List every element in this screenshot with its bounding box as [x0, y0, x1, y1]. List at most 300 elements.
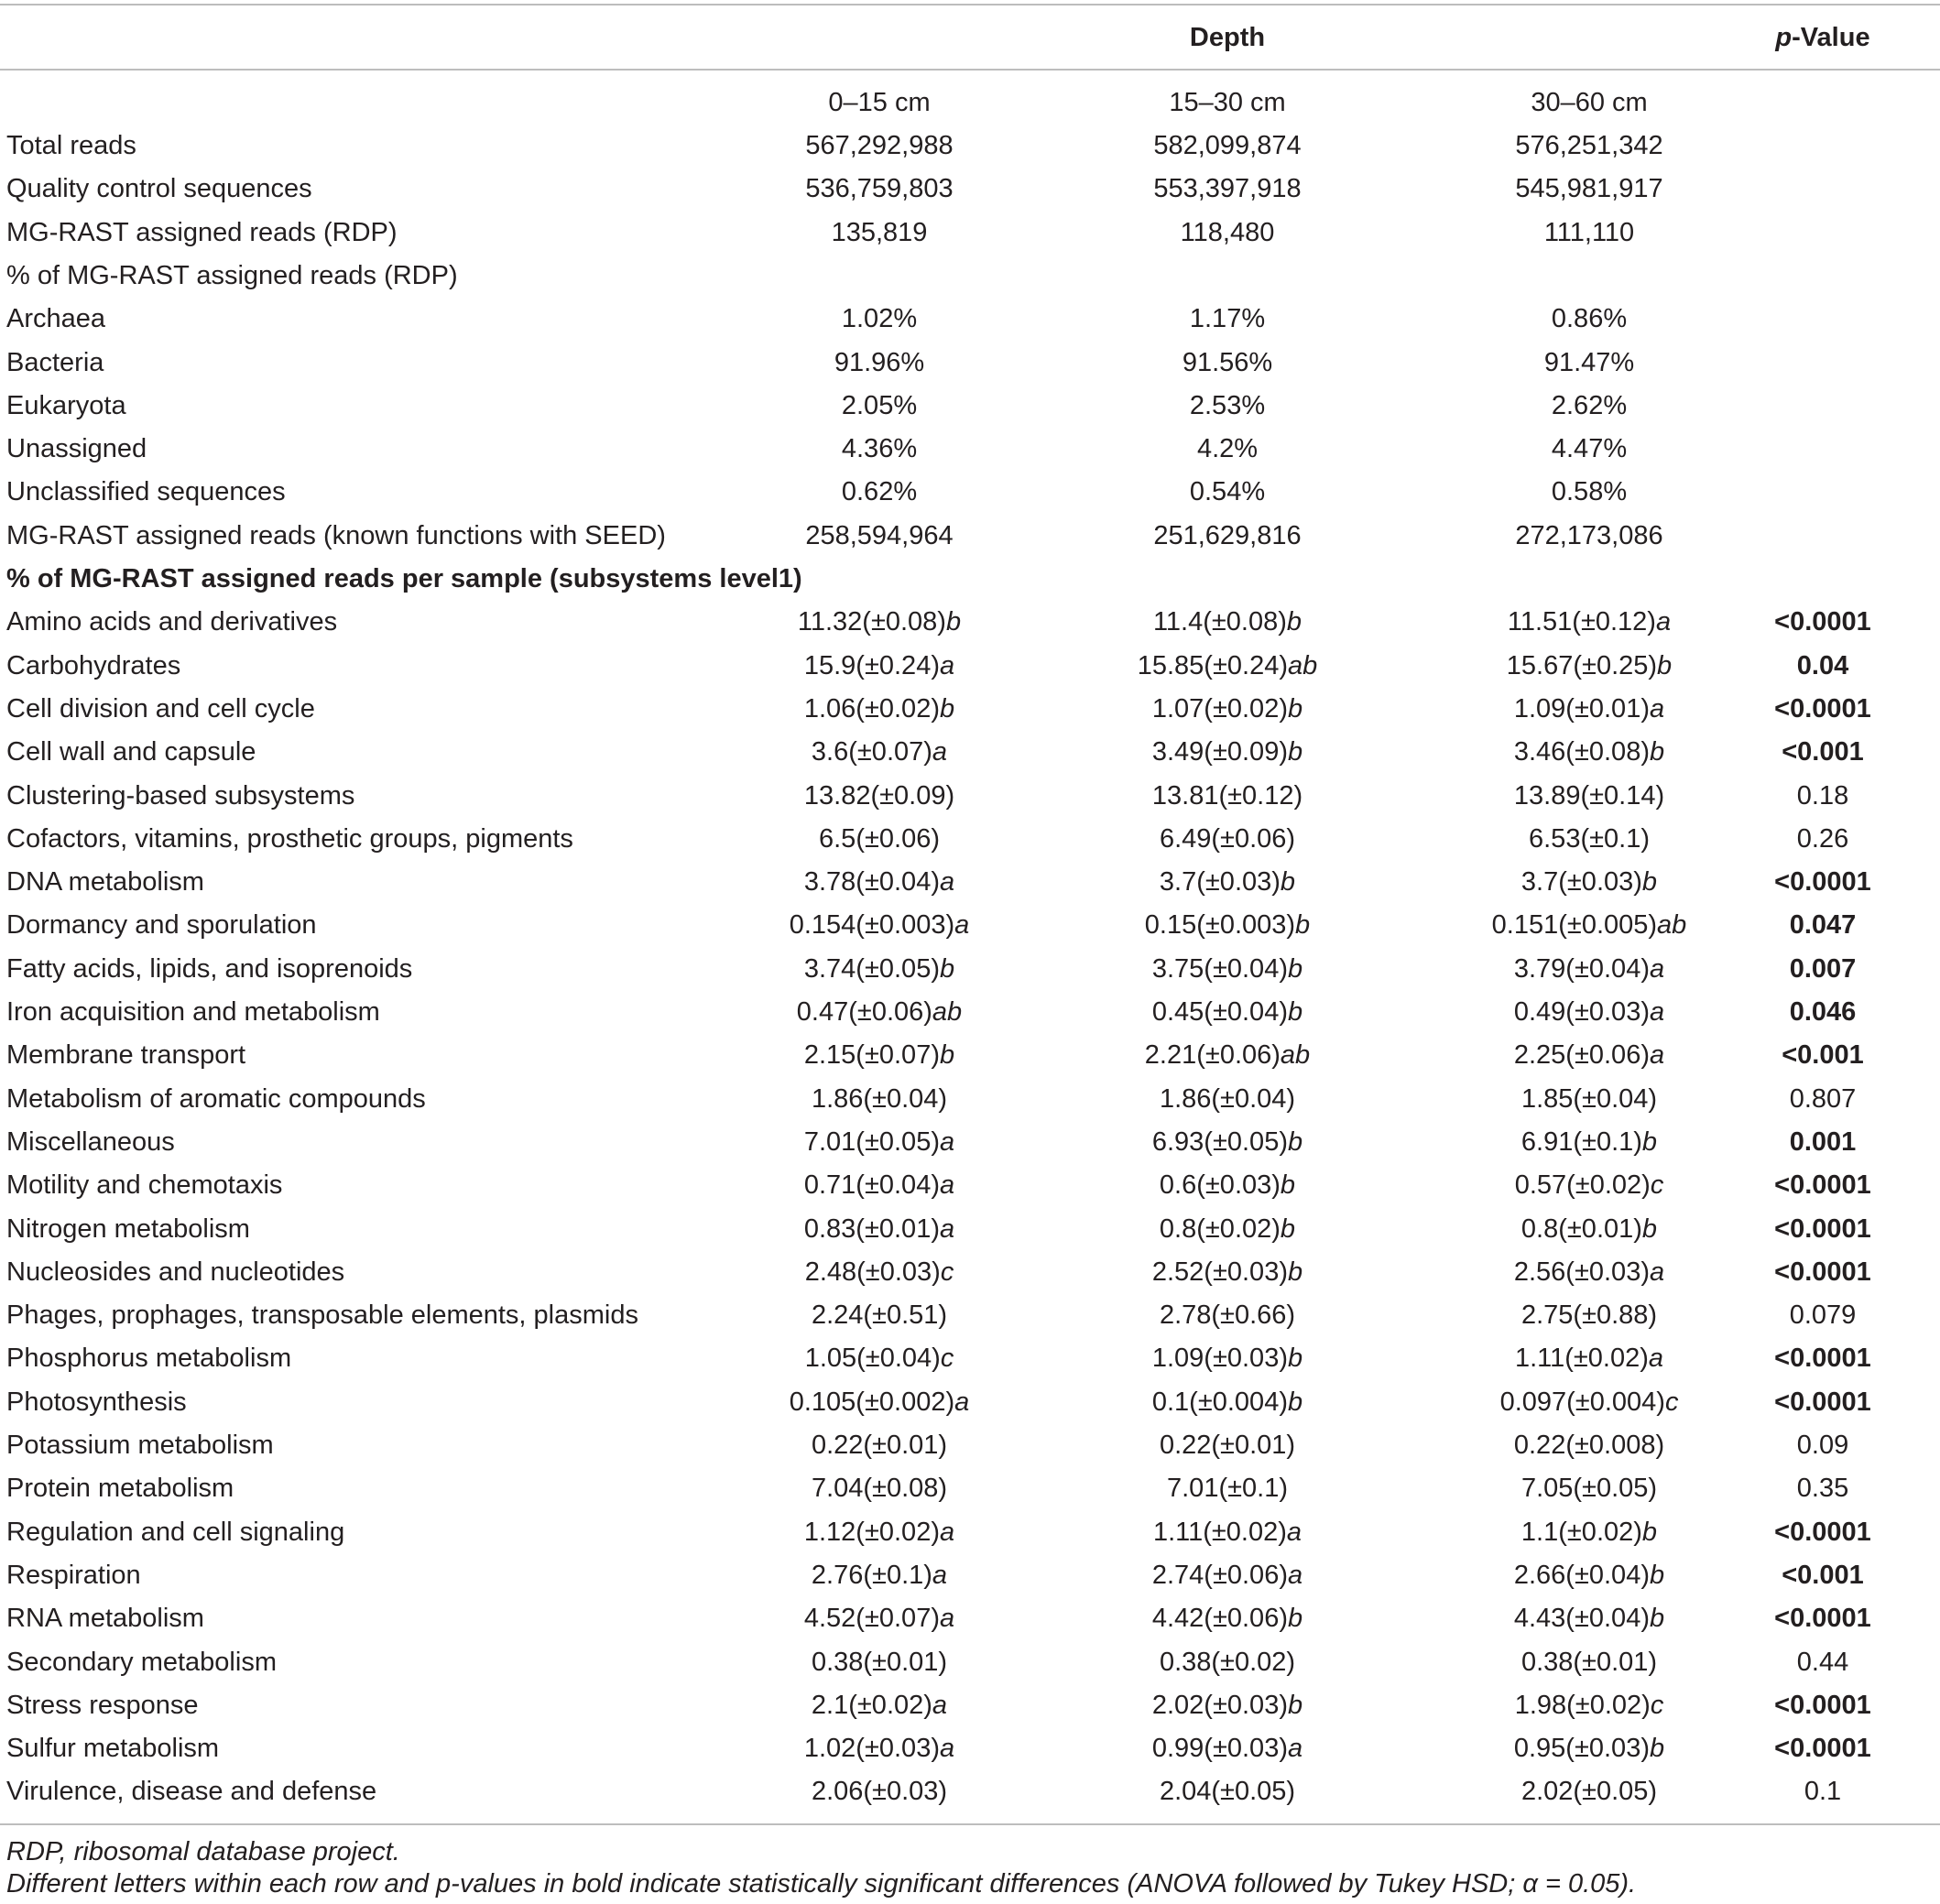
mean-sd: 0.154(±0.003): [789, 910, 955, 941]
row-value: [1081, 1473, 1374, 1504]
row-value: [1081, 996, 1374, 1028]
row-value: [1081, 1343, 1374, 1374]
row-value: [1443, 1213, 1736, 1245]
significance-letter: a: [932, 1560, 948, 1590]
row-value: [1443, 1560, 1736, 1591]
row-value: [1443, 866, 1736, 898]
mean-sd: 0.097(±0.004): [1499, 1387, 1665, 1417]
mean-sd: 4.43(±0.04): [1513, 1604, 1650, 1634]
mean-sd: 0.105(±0.002): [789, 1387, 955, 1417]
significance-letter: b: [1287, 953, 1303, 984]
mean-sd: 2.1(±0.02): [811, 1690, 932, 1720]
row-value: [1081, 1300, 1374, 1331]
mean-sd: 2.04(±0.05): [1159, 1777, 1296, 1807]
mean-sd: 0.22(±0.008): [1513, 1431, 1665, 1460]
row-label: Clustering-based subsystems: [6, 780, 355, 811]
row-value: [1081, 1603, 1374, 1634]
row-value: [733, 693, 1026, 724]
mean-sd: 13.82(±0.09): [803, 780, 955, 811]
p-value: <0.0001: [1774, 1517, 1871, 1547]
significance-letter: b: [1641, 1213, 1658, 1244]
mean-sd: 2.75(±0.88): [1520, 1300, 1658, 1331]
row-label: Unclassified sequences: [6, 477, 286, 507]
p-value: 0.26: [1796, 823, 1849, 854]
row-label: Total reads: [6, 131, 136, 160]
mean-sd: 2.06(±0.03): [811, 1777, 948, 1807]
mean-sd: 3.79(±0.04): [1513, 953, 1650, 984]
p-value: <0.0001: [1774, 1344, 1871, 1374]
row-value: [1443, 606, 1736, 637]
row-label: Sulfur metabolism: [6, 1734, 220, 1764]
mean-sd: 2.02(±0.05): [1520, 1777, 1658, 1807]
significance-letter: a: [954, 910, 970, 941]
significance-letter: b: [1286, 607, 1302, 637]
row-label: DNA metabolism: [6, 867, 204, 898]
row-value: [733, 1560, 1026, 1591]
row-value: [733, 1603, 1026, 1634]
p-value: <0.0001: [1774, 1604, 1871, 1634]
significance-letter: b: [1280, 1170, 1296, 1201]
significance-letter: b: [1287, 997, 1303, 1027]
row-label: Unassigned: [6, 434, 147, 464]
row-value: 2.05%: [841, 390, 918, 420]
row-value: [733, 650, 1026, 681]
row-value: [1081, 1430, 1374, 1461]
mean-sd: 1.07(±0.02): [1151, 693, 1288, 724]
row-value: [733, 1733, 1026, 1764]
section-heading: % of MG-RAST assigned reads per sample (subsystems level1): [6, 564, 802, 593]
row-value: [1443, 780, 1736, 811]
significance-letter: b: [939, 953, 955, 984]
row-label: Respiration: [6, 1560, 141, 1590]
row-label: Phosphorus metabolism: [6, 1344, 292, 1374]
row-label: Stress response: [6, 1690, 199, 1720]
row-value: [1081, 1517, 1374, 1548]
row-value: [733, 1170, 1026, 1201]
p-value: 0.1: [1804, 1777, 1842, 1807]
significance-letter: b: [1649, 1604, 1665, 1634]
row-label: Metabolism of aromatic compounds: [6, 1083, 426, 1114]
row-value: [1443, 1170, 1736, 1201]
row-value: [1443, 1039, 1736, 1071]
significance-letter: b: [939, 1040, 955, 1071]
mean-sd: 0.71(±0.04): [803, 1170, 940, 1201]
row-value: [1443, 650, 1736, 681]
row-value: 567,292,988: [805, 131, 954, 160]
row-label: Cofactors, vitamins, prosthetic groups, pigments: [6, 823, 573, 854]
significance-letter: b: [1295, 910, 1311, 941]
mean-sd: 2.24(±0.51): [811, 1300, 948, 1331]
row-value: [1081, 1647, 1374, 1678]
mean-sd: 1.98(±0.02): [1514, 1690, 1651, 1720]
row-value: [1443, 1690, 1736, 1721]
row-value: [1443, 736, 1736, 767]
significance-letter: c: [940, 1257, 954, 1287]
significance-letter: a: [1655, 607, 1672, 637]
significance-letter: b: [1287, 737, 1303, 767]
mean-sd: 0.49(±0.03): [1513, 997, 1650, 1027]
significance-letter: a: [939, 1517, 955, 1547]
row-value: [1081, 650, 1374, 681]
row-label: Virulence, disease and defense: [6, 1777, 377, 1807]
mean-sd: 2.02(±0.03): [1151, 1690, 1288, 1720]
row-label: Regulation and cell signaling: [6, 1517, 345, 1547]
row-value: [733, 1343, 1026, 1374]
significance-letter: a: [954, 1387, 970, 1417]
row-value: [733, 1776, 1026, 1807]
row-value: [733, 780, 1026, 811]
mean-sd: 2.52(±0.03): [1151, 1257, 1288, 1287]
significance-letter: b: [1649, 737, 1665, 767]
row-label: Iron acquisition and metabolism: [6, 997, 380, 1027]
significance-letter: a: [939, 1126, 955, 1157]
p-value: <0.0001: [1774, 1257, 1871, 1287]
mean-sd: 1.05(±0.04): [804, 1344, 941, 1374]
row-value: [733, 1517, 1026, 1548]
p-value: 0.079: [1789, 1300, 1857, 1331]
mean-sd: 15.67(±0.25): [1506, 650, 1658, 680]
row-value: 2.62%: [1551, 390, 1628, 420]
row-label: Eukaryota: [6, 390, 126, 420]
significance-letter: c: [940, 1344, 954, 1374]
mean-sd: 2.76(±0.1): [811, 1560, 932, 1590]
significance-letter: b: [1287, 1126, 1303, 1157]
row-value: [1081, 1039, 1374, 1071]
significance-letter: b: [1287, 1387, 1303, 1417]
row-value: [1081, 736, 1374, 767]
row-value: [1443, 1126, 1736, 1158]
significance-letter: a: [1286, 1517, 1302, 1547]
row-value: 272,173,086: [1515, 520, 1663, 550]
row-label: Amino acids and derivatives: [6, 607, 338, 637]
mean-sd: 7.04(±0.08): [811, 1474, 948, 1504]
row-value: 251,629,816: [1153, 520, 1302, 550]
row-value: [1443, 1733, 1736, 1764]
p-value: 0.046: [1789, 997, 1857, 1027]
significance-letter: b: [1287, 1257, 1303, 1287]
significance-letter: b: [1280, 1213, 1296, 1244]
p-value: 0.047: [1789, 910, 1857, 941]
significance-letter: a: [932, 1690, 948, 1720]
row-value: [1081, 780, 1374, 811]
mean-sd: 7.05(±0.05): [1520, 1474, 1658, 1504]
significance-letter: b: [1641, 867, 1658, 898]
mean-sd: 11.51(±0.12): [1507, 607, 1656, 637]
mean-sd: 7.01(±0.05): [803, 1126, 940, 1157]
mean-sd: 2.66(±0.04): [1513, 1560, 1650, 1590]
p-value: 0.18: [1796, 780, 1849, 811]
mean-sd: 0.83(±0.01): [803, 1213, 940, 1244]
significance-letter: c: [1664, 1387, 1679, 1417]
mean-sd: 0.22(±0.01): [1159, 1431, 1296, 1460]
p-value: <0.0001: [1774, 693, 1871, 724]
mean-sd: 1.1(±0.02): [1520, 1517, 1642, 1547]
row-label: MG-RAST assigned reads (RDP): [6, 217, 398, 247]
mean-sd: 1.86(±0.04): [1159, 1083, 1296, 1114]
row-value: [733, 1690, 1026, 1721]
mean-sd: 2.25(±0.06): [1513, 1040, 1650, 1071]
mean-sd: 4.42(±0.06): [1151, 1604, 1288, 1634]
mean-sd: 6.91(±0.1): [1520, 1126, 1642, 1157]
mean-sd: 0.8(±0.02): [1159, 1213, 1281, 1244]
significance-letter: ab: [932, 997, 963, 1027]
row-value: [1081, 1257, 1374, 1288]
row-value: [1443, 823, 1736, 854]
row-value: [1443, 996, 1736, 1028]
column-header-0-15: 0–15 cm: [828, 88, 931, 117]
row-value: 582,099,874: [1153, 131, 1302, 160]
row-value: [1443, 1517, 1736, 1548]
header-rule: [0, 69, 1940, 71]
significance-letter: b: [945, 607, 962, 637]
significance-letter: ab: [1287, 650, 1318, 680]
significance-letter: a: [939, 867, 955, 898]
mean-sd: 6.5(±0.06): [819, 823, 940, 854]
p-value: 0.04: [1796, 650, 1849, 680]
mean-sd: 1.86(±0.04): [811, 1083, 948, 1114]
row-label: Membrane transport: [6, 1040, 246, 1071]
row-value: [1081, 866, 1374, 898]
p-value: <0.001: [1782, 1560, 1864, 1590]
row-value: 0.86%: [1551, 304, 1628, 334]
row-value: 118,480: [1180, 217, 1275, 247]
row-value: 135,819: [831, 217, 928, 247]
row-value: [1443, 1257, 1736, 1288]
row-value: [1081, 606, 1374, 637]
row-value: [1443, 693, 1736, 724]
row-value: [1081, 1776, 1374, 1807]
p-value: <0.0001: [1774, 1690, 1871, 1720]
row-label: Cell wall and capsule: [6, 737, 256, 767]
row-value: [733, 909, 1026, 941]
significance-letter: b: [1287, 1344, 1303, 1374]
row-value: [1081, 1560, 1374, 1591]
row-value: [733, 736, 1026, 767]
significance-letter: a: [1649, 1257, 1665, 1287]
row-value: 576,251,342: [1515, 131, 1663, 160]
significance-letter: a: [939, 650, 955, 680]
row-value: [733, 866, 1026, 898]
row-value: [1081, 1170, 1374, 1201]
mean-sd: 0.8(±0.01): [1520, 1213, 1642, 1244]
significance-letter: a: [932, 737, 948, 767]
significance-letter: b: [1287, 1604, 1303, 1634]
significance-letter: b: [1649, 1734, 1665, 1764]
p-value: <0.0001: [1774, 1387, 1871, 1417]
p-value: 0.44: [1796, 1647, 1849, 1677]
significance-letter: b: [1280, 867, 1296, 898]
pvalue-header: [1722, 22, 1924, 53]
pvalue-header-p: p: [1775, 23, 1793, 52]
significance-letter: b: [1649, 1560, 1665, 1590]
p-value: 0.09: [1796, 1431, 1849, 1460]
pvalue-header-suffix: -Value: [1792, 23, 1870, 52]
row-label: Archaea: [6, 304, 106, 334]
footnote-rdp: RDP, ribosomal database project.: [6, 1837, 400, 1866]
row-label: Secondary metabolism: [6, 1647, 277, 1677]
mean-sd: 1.09(±0.03): [1151, 1344, 1288, 1374]
row-value: [1443, 909, 1736, 941]
mean-sd: 0.47(±0.06): [796, 997, 932, 1027]
significance-letter: a: [939, 1213, 955, 1244]
mean-sd: 13.89(±0.14): [1513, 780, 1665, 811]
significance-letter: b: [1641, 1126, 1658, 1157]
mean-sd: 2.48(±0.03): [804, 1257, 941, 1287]
row-label: Miscellaneous: [6, 1126, 175, 1157]
row-label: Motility and chemotaxis: [6, 1170, 283, 1201]
mean-sd: 2.78(±0.66): [1159, 1300, 1296, 1331]
row-value: [733, 1430, 1026, 1461]
significance-letter: b: [939, 693, 955, 724]
row-value: [1443, 1776, 1736, 1807]
significance-letter: a: [1649, 997, 1665, 1027]
row-value: [1443, 1430, 1736, 1461]
significance-letter: a: [939, 1734, 955, 1764]
mean-sd: 3.49(±0.09): [1151, 737, 1288, 767]
mean-sd: 3.46(±0.08): [1513, 737, 1650, 767]
p-value: 0.007: [1789, 953, 1857, 984]
row-value: [733, 606, 1026, 637]
row-value: 91.96%: [834, 347, 925, 377]
row-value: [1081, 909, 1374, 941]
mean-sd: 11.32(±0.08): [797, 607, 946, 637]
row-value: 4.2%: [1196, 434, 1259, 464]
significance-letter: c: [1650, 1690, 1664, 1720]
p-value: <0.001: [1782, 737, 1864, 767]
row-label: Dormancy and sporulation: [6, 910, 317, 941]
row-value: [1443, 1300, 1736, 1331]
row-value: 0.58%: [1551, 477, 1628, 507]
row-value: 111,110: [1543, 217, 1635, 247]
mean-sd: 0.38(±0.01): [811, 1647, 948, 1677]
row-value: [733, 1257, 1026, 1288]
mean-sd: 1.85(±0.04): [1520, 1083, 1658, 1114]
row-value: [733, 1213, 1026, 1245]
mean-sd: 6.93(±0.05): [1151, 1126, 1288, 1157]
row-value: [1443, 1343, 1736, 1374]
row-label: Cell division and cell cycle: [6, 693, 315, 724]
mean-sd: 2.74(±0.06): [1151, 1560, 1288, 1590]
depth-group-header: Depth: [1189, 23, 1266, 52]
row-label: Potassium metabolism: [6, 1431, 274, 1460]
mean-sd: 6.49(±0.06): [1159, 823, 1296, 854]
row-label: Fatty acids, lipids, and isoprenoids: [6, 953, 413, 984]
mean-sd: 0.151(±0.005): [1491, 910, 1658, 941]
row-value: [1443, 1647, 1736, 1678]
mean-sd: 3.7(±0.03): [1159, 867, 1281, 898]
row-label: Phages, prophages, transposable elements, plasmids: [6, 1300, 638, 1331]
significance-letter: ab: [1280, 1040, 1311, 1071]
significance-letter: b: [1287, 693, 1303, 724]
row-label: % of MG-RAST assigned reads (RDP): [6, 260, 458, 290]
significance-letter: a: [1649, 1040, 1665, 1071]
p-value: <0.0001: [1774, 1734, 1871, 1764]
row-value: [1443, 1083, 1736, 1115]
row-value: [1081, 823, 1374, 854]
row-value: [1081, 1083, 1374, 1115]
row-value: [1081, 953, 1374, 985]
mean-sd: 3.7(±0.03): [1520, 867, 1642, 898]
mean-sd: 1.11(±0.02): [1152, 1517, 1287, 1547]
row-value: 0.54%: [1189, 477, 1266, 507]
mean-sd: 1.06(±0.02): [803, 693, 940, 724]
mean-sd: 1.02(±0.03): [803, 1734, 940, 1764]
row-value: [733, 1300, 1026, 1331]
p-value: <0.0001: [1774, 867, 1871, 898]
row-value: 2.53%: [1189, 390, 1266, 420]
mean-sd: 1.12(±0.02): [803, 1517, 940, 1547]
mean-sd: 3.78(±0.04): [803, 867, 940, 898]
row-label: MG-RAST assigned reads (known functions with SEED): [6, 520, 666, 550]
row-value: 536,759,803: [805, 174, 954, 204]
significance-letter: a: [939, 1170, 955, 1201]
p-value: <0.0001: [1774, 1213, 1871, 1244]
mean-sd: 0.57(±0.02): [1514, 1170, 1651, 1201]
mean-sd: 3.74(±0.05): [803, 953, 940, 984]
column-header-30-60: 30–60 cm: [1531, 88, 1648, 117]
row-value: [1443, 1603, 1736, 1634]
row-label: Bacteria: [6, 347, 104, 377]
row-label: Carbohydrates: [6, 650, 181, 680]
significance-letter: a: [939, 1604, 955, 1634]
bottom-rule: [0, 1823, 1940, 1825]
mean-sd: 15.9(±0.24): [803, 650, 940, 680]
mean-sd: 0.99(±0.03): [1151, 1734, 1288, 1764]
row-value: [733, 1039, 1026, 1071]
mean-sd: 13.81(±0.12): [1151, 780, 1303, 811]
row-value: 0.62%: [841, 477, 918, 507]
significance-letter: c: [1650, 1170, 1664, 1201]
row-value: [1081, 1126, 1374, 1158]
mean-sd: 7.01(±0.1): [1167, 1474, 1288, 1504]
significance-letter: b: [1657, 650, 1673, 680]
row-value: [733, 1126, 1026, 1158]
p-value: <0.0001: [1774, 607, 1871, 637]
row-value: [1081, 1690, 1374, 1721]
row-value: 553,397,918: [1153, 174, 1302, 204]
significance-letter: a: [1648, 1344, 1664, 1374]
row-value: 91.56%: [1182, 347, 1273, 377]
column-header-15-30: 15–30 cm: [1169, 88, 1286, 117]
mean-sd: 15.85(±0.24): [1137, 650, 1288, 680]
mean-sd: 11.4(±0.08): [1152, 607, 1287, 637]
mean-sd: 2.15(±0.07): [803, 1040, 940, 1071]
row-value: 4.36%: [841, 434, 918, 464]
row-value: [1443, 1473, 1736, 1504]
mean-sd: 2.56(±0.03): [1513, 1257, 1650, 1287]
mean-sd: 4.52(±0.07): [803, 1604, 940, 1634]
footnote-significance: Different letters within each row and p-values in bold indicate statistically significant differences (ANOVA followed by Tukey HSD; α = 0.05).: [6, 1869, 1637, 1899]
p-value: <0.0001: [1774, 1170, 1871, 1201]
mean-sd: 1.09(±0.01): [1513, 693, 1650, 724]
p-value: <0.001: [1782, 1040, 1864, 1071]
row-value: 4.47%: [1551, 434, 1628, 464]
row-value: 1.17%: [1189, 304, 1266, 334]
row-value: 91.47%: [1543, 347, 1635, 377]
row-label: RNA metabolism: [6, 1604, 204, 1634]
row-value: [1081, 693, 1374, 724]
mean-sd: 0.1(±0.004): [1151, 1387, 1288, 1417]
mean-sd: 0.45(±0.04): [1151, 997, 1288, 1027]
row-value: [733, 823, 1026, 854]
top-rule: [0, 4, 1940, 5]
row-value: [733, 1387, 1026, 1418]
row-value: [733, 1473, 1026, 1504]
mean-sd: 0.38(±0.02): [1159, 1647, 1296, 1677]
row-value: [1081, 1733, 1374, 1764]
row-label: Nitrogen metabolism: [6, 1213, 250, 1244]
p-value: 0.807: [1789, 1083, 1857, 1114]
